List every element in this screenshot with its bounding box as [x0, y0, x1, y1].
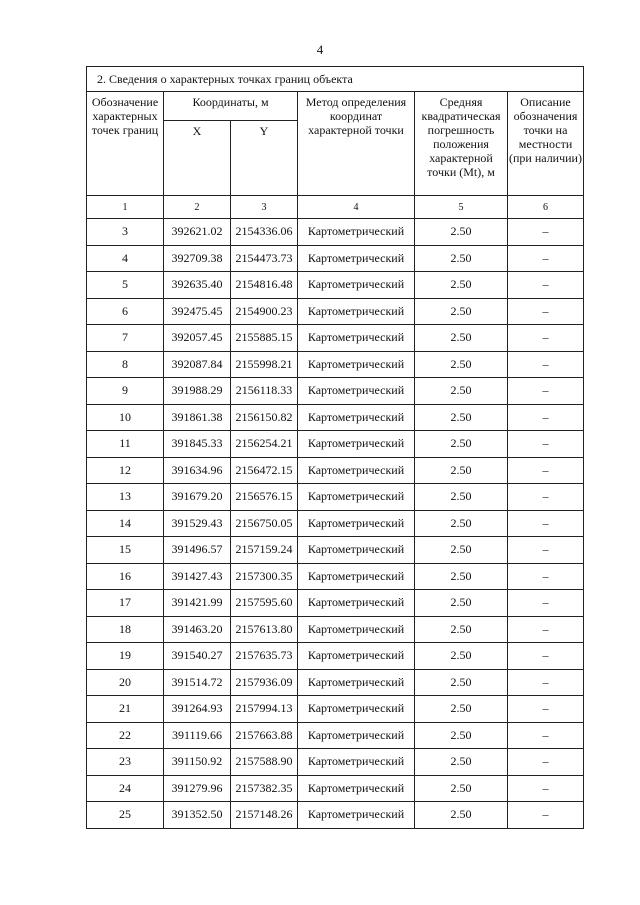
table-row	[87, 722, 584, 749]
method-cell: Картометрический	[298, 775, 415, 802]
header-method: Метод определения координат характерной точки	[298, 92, 415, 196]
rms-error-cell: 2.50	[415, 378, 508, 405]
point-number-cell: 24	[87, 775, 164, 802]
rms-error-cell: 2.50	[415, 669, 508, 696]
x-coordinate-cell: 391279.96	[164, 775, 231, 802]
rms-error-cell: 2.50	[415, 616, 508, 643]
point-number-cell: 22	[87, 722, 164, 749]
table-row	[87, 616, 584, 643]
column-number: 3	[231, 196, 298, 219]
x-coordinate-cell: 391421.99	[164, 590, 231, 617]
table-row	[87, 219, 584, 246]
y-coordinate-cell: 2156750.05	[231, 510, 298, 537]
y-coordinate-cell: 2156472.15	[231, 457, 298, 484]
method-cell: Картометрический	[298, 404, 415, 431]
table-row	[87, 351, 584, 378]
table-row	[87, 325, 584, 352]
y-coordinate-cell: 2154336.06	[231, 219, 298, 246]
x-coordinate-cell: 391529.43	[164, 510, 231, 537]
x-coordinate-cell: 391540.27	[164, 643, 231, 670]
description-cell: –	[508, 775, 584, 802]
table-row	[87, 643, 584, 670]
x-coordinate-cell: 391463.20	[164, 616, 231, 643]
x-coordinate-cell: 391119.66	[164, 722, 231, 749]
point-number-cell: 4	[87, 245, 164, 272]
y-coordinate-cell: 2157159.24	[231, 537, 298, 564]
method-cell: Картометрический	[298, 643, 415, 670]
table-row	[87, 431, 584, 458]
method-cell: Картометрический	[298, 722, 415, 749]
table-row	[87, 696, 584, 723]
method-cell: Картометрический	[298, 537, 415, 564]
header-rms-error: Средняя квадратическая погрешность положения характерной точки (Mt), м	[415, 92, 508, 196]
x-coordinate-cell: 391679.20	[164, 484, 231, 511]
method-cell: Картометрический	[298, 802, 415, 829]
description-cell: –	[508, 404, 584, 431]
y-coordinate-cell: 2157663.88	[231, 722, 298, 749]
table-row	[87, 484, 584, 511]
method-cell: Картометрический	[298, 749, 415, 776]
y-coordinate-cell: 2156118.33	[231, 378, 298, 405]
rms-error-cell: 2.50	[415, 298, 508, 325]
header-coordinates: Координаты, м	[164, 92, 298, 121]
x-coordinate-cell: 392057.45	[164, 325, 231, 352]
point-number-cell: 7	[87, 325, 164, 352]
section-title: 2. Сведения о характерных точках границ объекта	[87, 67, 584, 92]
y-coordinate-cell: 2155998.21	[231, 351, 298, 378]
description-cell: –	[508, 563, 584, 590]
description-cell: –	[508, 696, 584, 723]
description-cell: –	[508, 457, 584, 484]
rms-error-cell: 2.50	[415, 484, 508, 511]
method-cell: Картометрический	[298, 431, 415, 458]
table-row	[87, 272, 584, 299]
method-cell: Картометрический	[298, 378, 415, 405]
x-coordinate-cell: 391496.57	[164, 537, 231, 564]
rms-error-cell: 2.50	[415, 404, 508, 431]
x-coordinate-cell: 391988.29	[164, 378, 231, 405]
rms-error-cell: 2.50	[415, 722, 508, 749]
description-cell: –	[508, 219, 584, 246]
y-coordinate-cell: 2157595.60	[231, 590, 298, 617]
x-coordinate-cell: 391514.72	[164, 669, 231, 696]
description-cell: –	[508, 537, 584, 564]
x-coordinate-cell: 391845.33	[164, 431, 231, 458]
description-cell: –	[508, 272, 584, 299]
x-coordinate-cell: 391264.93	[164, 696, 231, 723]
x-coordinate-cell: 392475.45	[164, 298, 231, 325]
description-cell: –	[508, 325, 584, 352]
y-coordinate-cell: 2157382.35	[231, 775, 298, 802]
description-cell: –	[508, 378, 584, 405]
point-number-cell: 10	[87, 404, 164, 431]
table-row	[87, 510, 584, 537]
point-number-cell: 13	[87, 484, 164, 511]
table-row	[87, 245, 584, 272]
rms-error-cell: 2.50	[415, 457, 508, 484]
x-coordinate-cell: 391352.50	[164, 802, 231, 829]
description-cell: –	[508, 510, 584, 537]
point-number-cell: 15	[87, 537, 164, 564]
point-number-cell: 16	[87, 563, 164, 590]
point-number-cell: 14	[87, 510, 164, 537]
rms-error-cell: 2.50	[415, 245, 508, 272]
method-cell: Картометрический	[298, 616, 415, 643]
description-cell: –	[508, 722, 584, 749]
method-cell: Картометрический	[298, 298, 415, 325]
point-number-cell: 3	[87, 219, 164, 246]
point-number-cell: 23	[87, 749, 164, 776]
rms-error-cell: 2.50	[415, 696, 508, 723]
method-cell: Картометрический	[298, 219, 415, 246]
y-coordinate-cell: 2157936.09	[231, 669, 298, 696]
x-coordinate-cell: 391861.38	[164, 404, 231, 431]
method-cell: Картометрический	[298, 696, 415, 723]
method-cell: Картометрический	[298, 590, 415, 617]
y-coordinate-cell: 2157300.35	[231, 563, 298, 590]
page-number: 4	[316, 42, 324, 57]
header-x: X	[164, 121, 231, 196]
description-cell: –	[508, 616, 584, 643]
point-number-cell: 9	[87, 378, 164, 405]
table-row	[87, 775, 584, 802]
column-number: 5	[415, 196, 508, 219]
table-row	[87, 404, 584, 431]
description-cell: –	[508, 484, 584, 511]
column-number: 1	[87, 196, 164, 219]
y-coordinate-cell: 2157588.90	[231, 749, 298, 776]
rms-error-cell: 2.50	[415, 802, 508, 829]
table-row	[87, 537, 584, 564]
point-number-cell: 11	[87, 431, 164, 458]
x-coordinate-cell: 391150.92	[164, 749, 231, 776]
x-coordinate-cell: 392087.84	[164, 351, 231, 378]
table-row	[87, 669, 584, 696]
description-cell: –	[508, 245, 584, 272]
rms-error-cell: 2.50	[415, 325, 508, 352]
rms-error-cell: 2.50	[415, 775, 508, 802]
y-coordinate-cell: 2156576.15	[231, 484, 298, 511]
y-coordinate-cell: 2156254.21	[231, 431, 298, 458]
method-cell: Картометрический	[298, 669, 415, 696]
table-row	[87, 749, 584, 776]
column-number: 6	[508, 196, 584, 219]
y-coordinate-cell: 2155885.15	[231, 325, 298, 352]
point-number-cell: 20	[87, 669, 164, 696]
description-cell: –	[508, 669, 584, 696]
table-row	[87, 590, 584, 617]
y-coordinate-cell: 2154900.23	[231, 298, 298, 325]
rms-error-cell: 2.50	[415, 563, 508, 590]
method-cell: Картометрический	[298, 510, 415, 537]
y-coordinate-cell: 2154473.73	[231, 245, 298, 272]
point-number-cell: 8	[87, 351, 164, 378]
rms-error-cell: 2.50	[415, 643, 508, 670]
boundary-points-table	[86, 66, 584, 829]
rms-error-cell: 2.50	[415, 537, 508, 564]
method-cell: Картометрический	[298, 325, 415, 352]
table-row	[87, 298, 584, 325]
rms-error-cell: 2.50	[415, 590, 508, 617]
header-y: Y	[231, 121, 298, 196]
x-coordinate-cell: 392709.38	[164, 245, 231, 272]
y-coordinate-cell: 2157635.73	[231, 643, 298, 670]
y-coordinate-cell: 2157613.80	[231, 616, 298, 643]
method-cell: Картометрический	[298, 351, 415, 378]
rms-error-cell: 2.50	[415, 431, 508, 458]
method-cell: Картометрический	[298, 272, 415, 299]
method-cell: Картометрический	[298, 457, 415, 484]
y-coordinate-cell: 2157148.26	[231, 802, 298, 829]
header-description: Описание обозначения точки на местности (при наличии)	[508, 92, 584, 196]
method-cell: Картометрический	[298, 484, 415, 511]
description-cell: –	[508, 431, 584, 458]
point-number-cell: 6	[87, 298, 164, 325]
column-number: 2	[164, 196, 231, 219]
x-coordinate-cell: 391427.43	[164, 563, 231, 590]
x-coordinate-cell: 392635.40	[164, 272, 231, 299]
column-number: 4	[298, 196, 415, 219]
x-coordinate-cell: 391634.96	[164, 457, 231, 484]
rms-error-cell: 2.50	[415, 510, 508, 537]
description-cell: –	[508, 351, 584, 378]
rms-error-cell: 2.50	[415, 219, 508, 246]
point-number-cell: 17	[87, 590, 164, 617]
point-number-cell: 5	[87, 272, 164, 299]
table-row	[87, 802, 584, 829]
point-number-cell: 25	[87, 802, 164, 829]
y-coordinate-cell: 2156150.82	[231, 404, 298, 431]
point-number-cell: 21	[87, 696, 164, 723]
y-coordinate-cell: 2154816.48	[231, 272, 298, 299]
description-cell: –	[508, 298, 584, 325]
rms-error-cell: 2.50	[415, 351, 508, 378]
description-cell: –	[508, 749, 584, 776]
method-cell: Картометрический	[298, 245, 415, 272]
x-coordinate-cell: 392621.02	[164, 219, 231, 246]
table-row	[87, 563, 584, 590]
method-cell: Картометрический	[298, 563, 415, 590]
description-cell: –	[508, 643, 584, 670]
description-cell: –	[508, 590, 584, 617]
point-number-cell: 18	[87, 616, 164, 643]
point-number-cell: 19	[87, 643, 164, 670]
table-row	[87, 378, 584, 405]
point-number-cell: 12	[87, 457, 164, 484]
rms-error-cell: 2.50	[415, 272, 508, 299]
description-cell: –	[508, 802, 584, 829]
y-coordinate-cell: 2157994.13	[231, 696, 298, 723]
header-point-designation: Обозначение характерных точек границ	[87, 92, 164, 196]
rms-error-cell: 2.50	[415, 749, 508, 776]
table-row	[87, 457, 584, 484]
